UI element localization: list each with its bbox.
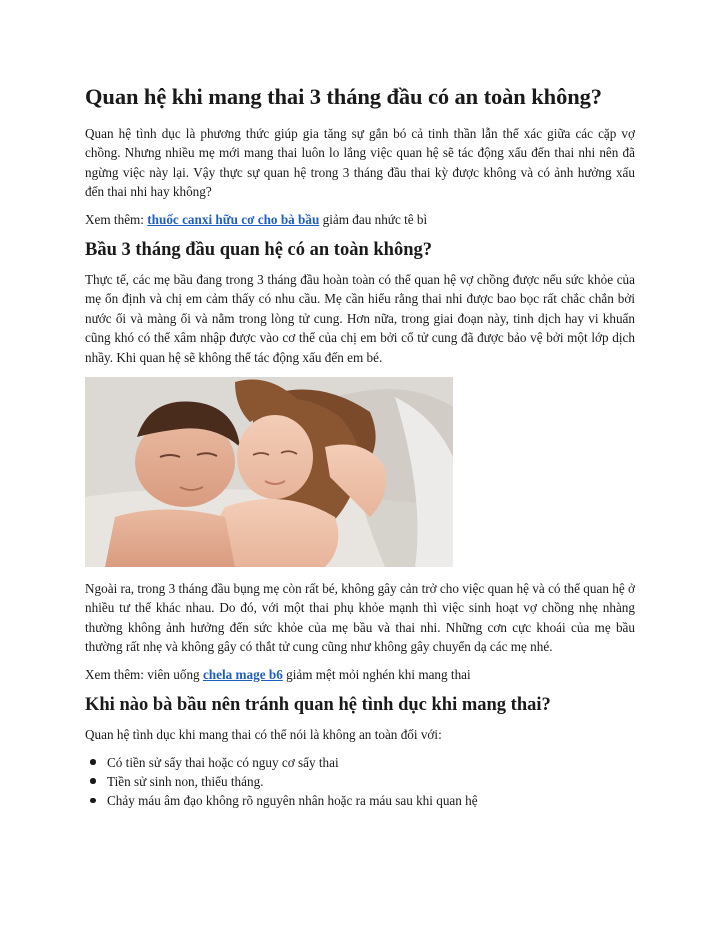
- list-item-text: Tiền sử sinh non, thiếu tháng.: [107, 773, 264, 789]
- photo-illustration: [85, 377, 453, 567]
- couple-sleeping-photo: [85, 377, 453, 567]
- section-1-heading: Bầu 3 tháng đầu quan hệ có an toàn không?: [85, 240, 433, 261]
- article-title: Quan hệ khi mang thai 3 tháng đầu có an toàn không?: [85, 84, 602, 109]
- see-also-prefix: Xem thêm:: [85, 211, 148, 227]
- see-also-suffix: giảm mệt mỏi nghén khi mang thai: [282, 666, 471, 682]
- see-also-prefix: Xem thêm: viên uống: [85, 666, 203, 682]
- list-item-text: Chảy máu âm đạo không rõ nguyên nhân hoặc ra máu sau khi quan hệ: [107, 793, 478, 809]
- intro-paragraph: Quan hệ tình dục là phương thức giúp gia tăng sự gắn bó cả tinh thần lẫn thể xác giữa các cặp vợ chồng. Nhưng nhiều mẹ mới mang thai luôn lo lắng việc quan hệ sẽ tác động xấu đến thai nhi nên đã ngừng việc này lại. Vậy thực sự quan hệ trong 3 tháng đầu thai kỳ được không và có ảnh hưởng xấu đến thai nhi hay không?: [85, 126, 635, 200]
- list-item: [107, 791, 635, 810]
- list-item: [107, 772, 635, 791]
- list-item-text: Có tiền sử sẩy thai hoặc có nguy cơ sẩy thai: [107, 754, 339, 770]
- risk-list: [85, 753, 635, 811]
- list-item: [107, 753, 635, 772]
- bullet-icon: [90, 778, 96, 784]
- section-1-paragraph: Thực tế, các mẹ bầu đang trong 3 tháng đầu hoàn toàn có thể quan hệ vợ chồng được nếu sức khỏe của mẹ ổn định và chị em cảm thấy có nhu cầu. Mẹ cần hiểu rằng thai nhi được bao bọc rất chắc chắn bởi nước ối và màng ối và nằm trong lòng tử cung. Hơn nữa, trong giai đoạn này, tinh dịch hay vi khuẩn cũng khó có thể xâm nhập được vào cơ thể của chị em bởi cổ tử cung đã được bảo vệ bởi một lớp dịch nhầy. Khi quan hệ sẽ không thể tác động xấu đến em bé.: [85, 272, 635, 365]
- section-2-paragraph: Quan hệ tình dục khi mang thai có thể nói là không an toàn đối với:: [85, 727, 442, 743]
- article-body: [85, 82, 635, 811]
- calcium-link[interactable]: thuốc canxi hữu cơ cho bà bầu: [147, 211, 320, 227]
- see-also-line-2: [85, 665, 635, 684]
- bullet-icon: [90, 759, 96, 765]
- chela-mage-link[interactable]: chela mage b6: [202, 666, 283, 682]
- see-also-suffix: giảm đau nhức tê bì: [319, 211, 428, 227]
- section-1-paragraph-2: Ngoài ra, trong 3 tháng đầu bụng mẹ còn rất bé, không gây cản trở cho việc quan hệ và có thể quan hệ ở nhiều tư thế khác nhau. Do đó, với một thai phụ khỏe mạnh thì việc sinh hoạt vợ chồng nhẹ nhàng thường không ảnh hưởng đến sức khỏe của mẹ bầu và thai nhi. Những cơn cực khoái của mẹ bầu thường rất nhẹ và không gây có thắt tử cung cũng như không gây chuyển dạ các mẹ nhé.: [85, 581, 635, 655]
- bullet-icon: [90, 798, 96, 804]
- see-also-line-1: [85, 210, 635, 229]
- section-2-heading: Khi nào bà bầu nên tránh quan hệ tình dục khi mang thai?: [85, 695, 551, 716]
